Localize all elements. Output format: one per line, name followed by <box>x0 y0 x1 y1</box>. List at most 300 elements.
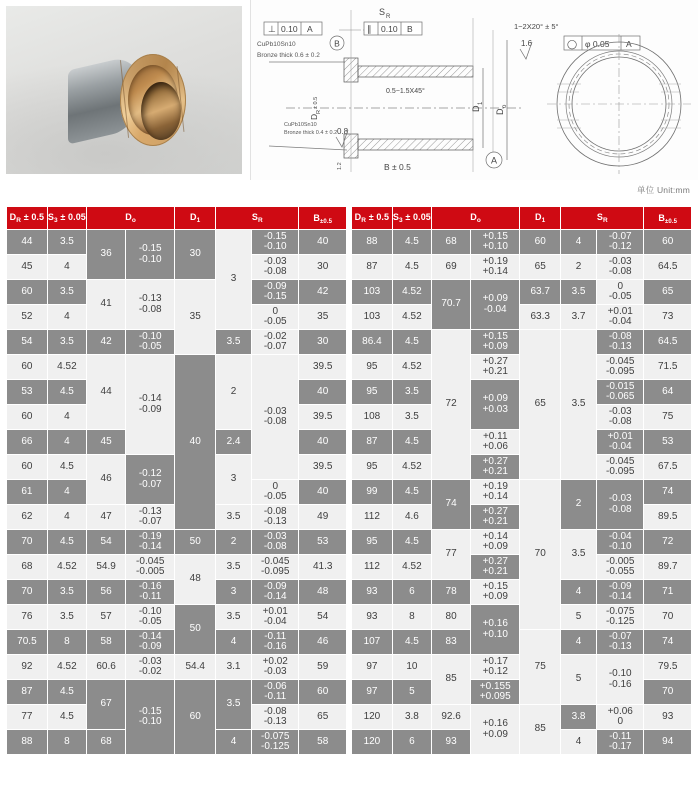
cell-s3: 8 <box>48 630 86 654</box>
cell-b: 40 <box>299 430 346 454</box>
product-photo-pane <box>0 0 250 180</box>
cell-sr: 4 <box>561 630 596 654</box>
cell-sr_tol: -0.09 -0.14 <box>252 580 298 604</box>
cell-s3: 3.5 <box>48 605 86 629</box>
spec-table-left <box>6 206 347 755</box>
cell-b: 94 <box>644 730 691 754</box>
cell-dr: 54 <box>7 330 47 354</box>
cell-dr: 62 <box>7 505 47 529</box>
cell-s3: 4 <box>48 505 86 529</box>
sr-dimension-label: S <box>379 7 386 17</box>
spec-tables <box>0 206 698 755</box>
cell-sr: 4 <box>561 730 596 754</box>
cell-dr: 87 <box>352 430 392 454</box>
table-row <box>7 605 346 629</box>
cell-do_tol: -0.14 -0.09 <box>126 355 174 454</box>
cell-do_tol: +0.27 +0.21 <box>471 505 519 529</box>
col-header-dr: $D_R \pm 0.5$ <box>352 207 392 229</box>
cell-s3: 4.52 <box>48 655 86 679</box>
col-header-sr: $S_R$ <box>216 207 298 229</box>
cell-b: 60 <box>644 230 691 254</box>
cell-b: 53 <box>644 430 691 454</box>
cell-dr: 103 <box>352 280 392 304</box>
cell-do_tol: +0.16 +0.09 <box>471 705 519 754</box>
cell-b: 30 <box>299 330 346 354</box>
cell-s3: 4.5 <box>393 330 431 354</box>
cell-do: 85 <box>432 655 470 704</box>
cell-sr: 3.8 <box>561 705 596 729</box>
cell-s3: 4.52 <box>393 305 431 329</box>
cell-s3: 4 <box>48 430 86 454</box>
cell-s3: 4.5 <box>48 680 86 704</box>
cell-sr_tol: -0.03 -0.08 <box>597 480 643 529</box>
cell-sr: 3.5 <box>216 605 251 629</box>
bronze-thickness-bottom: Bronze thick 0.4 ± 0.2 <box>284 130 338 136</box>
cell-s3: 4.5 <box>393 480 431 504</box>
col-header-do: $D_o$ <box>432 207 519 229</box>
table-row <box>352 630 691 654</box>
table-row <box>352 480 691 504</box>
cell-b: 58 <box>299 730 346 754</box>
cell-s3: 4.52 <box>48 555 86 579</box>
cell-do: 58 <box>87 630 125 654</box>
cell-s3: 4.5 <box>48 455 86 479</box>
cell-sr: 4 <box>216 630 251 654</box>
cell-b: 70 <box>644 605 691 629</box>
cell-sr_tol: -0.03 -0.08 <box>252 355 298 479</box>
cell-dr: 52 <box>7 305 47 329</box>
cell-d1: 63.3 <box>520 305 560 329</box>
cell-do: 68 <box>432 230 470 254</box>
cell-sr: 3.5 <box>216 555 251 579</box>
cell-d1: 30 <box>175 230 215 279</box>
cell-do_tol: +0.15 +0.09 <box>471 580 519 604</box>
cell-sr: 2 <box>216 355 251 429</box>
cell-s3: 4.52 <box>393 355 431 379</box>
cell-b: 41.3 <box>299 555 346 579</box>
col-header-b: $B_{\pm 0.5}$ <box>644 207 691 229</box>
cell-do_tol: -0.16 -0.11 <box>126 580 174 604</box>
cell-dr: 95 <box>352 455 392 479</box>
parallelism-symbol: ∥ <box>367 24 372 34</box>
cell-b: 40 <box>299 380 346 404</box>
product-photo <box>6 6 242 174</box>
surface-roughness-top <box>520 39 533 59</box>
table-row <box>352 280 691 304</box>
cell-b: 65 <box>299 705 346 729</box>
cell-sr: 3 <box>216 580 251 604</box>
inner-chamfer-note: 0.5−1.5X45° <box>386 88 425 95</box>
cell-dr: 108 <box>352 405 392 429</box>
cell-dr: 68 <box>7 555 47 579</box>
dr-dimension-label <box>309 97 322 120</box>
cell-sr_tol: -0.11 -0.17 <box>597 730 643 754</box>
cell-sr_tol: -0.15 -0.10 <box>252 230 298 254</box>
cell-sr: 3.5 <box>216 505 251 529</box>
svg-text:D: D <box>471 105 481 112</box>
cell-b: 30 <box>299 255 346 279</box>
perpendicularity-symbol: ⊥ <box>268 24 276 34</box>
cell-s3: 4.52 <box>393 280 431 304</box>
perpendicularity-datum: A <box>307 24 313 34</box>
cell-do: 70.7 <box>432 280 470 329</box>
circularity-datum: A <box>626 39 632 49</box>
cell-do_tol: -0.15 -0.10 <box>126 680 174 754</box>
cell-do_tol: -0.13 -0.07 <box>126 505 174 529</box>
cell-b: 42 <box>299 280 346 304</box>
cell-sr_tol: -0.045 -0.095 <box>597 455 643 479</box>
cell-dr: 66 <box>7 430 47 454</box>
technical-drawing-pane <box>250 0 698 180</box>
cell-dr: 87 <box>352 255 392 279</box>
cell-b: 49 <box>299 505 346 529</box>
cell-sr_tol: -0.08 -0.13 <box>252 505 298 529</box>
cell-s3: 8 <box>48 730 86 754</box>
cell-do_tol: +0.19 +0.14 <box>471 480 519 504</box>
svg-text:R: R <box>316 110 322 114</box>
svg-text:1.2: 1.2 <box>337 162 343 170</box>
table-row <box>352 330 691 354</box>
cell-dr: 61 <box>7 480 47 504</box>
cell-dr: 120 <box>352 705 392 729</box>
svg-text:D: D <box>309 113 319 120</box>
col-header-dr: $D_R \pm 0.5$ <box>7 207 47 229</box>
col-header-b: $B_{\pm 0.5}$ <box>299 207 346 229</box>
cell-do_tol: +0.16 +0.10 <box>471 605 519 654</box>
cell-dr: 87 <box>7 680 47 704</box>
cell-do: 93 <box>432 730 470 754</box>
cell-dr: 95 <box>352 355 392 379</box>
cell-sr: 3.5 <box>561 280 596 304</box>
cell-sr: 2 <box>561 480 596 529</box>
datum-a-label: A <box>490 155 498 166</box>
cell-b: 64.5 <box>644 330 691 354</box>
cell-s3: 4.52 <box>393 555 431 579</box>
cell-sr: 3 <box>216 455 251 504</box>
cell-s3: 4.5 <box>48 705 86 729</box>
cell-do_tol: +0.14 +0.09 <box>471 530 519 554</box>
cell-s3: 4 <box>48 255 86 279</box>
cell-do_tol: -0.03 -0.02 <box>126 655 174 679</box>
cell-sr_tol: +0.02 -0.03 <box>252 655 298 679</box>
material-note-bottom: CuPb10Sn10 <box>284 122 317 128</box>
col-header-d1: $D_1$ <box>520 207 560 229</box>
cell-do_tol: +0.17 +0.12 <box>471 655 519 679</box>
cell-sr_tol: -0.07 -0.13 <box>597 630 643 654</box>
parallelism-datum: B <box>407 24 413 34</box>
table-body-left <box>7 230 346 754</box>
parallelism-value: 0.10 <box>381 24 398 34</box>
end-view-drawing <box>547 34 691 174</box>
cell-d1: 48 <box>175 555 215 604</box>
cell-b: 75 <box>644 405 691 429</box>
cell-dr: 45 <box>7 255 47 279</box>
cell-dr: 53 <box>7 380 47 404</box>
cell-b: 59 <box>299 655 346 679</box>
cell-b: 64.5 <box>644 255 691 279</box>
table-row <box>7 355 346 379</box>
cell-do: 68 <box>87 730 125 754</box>
cell-sr: 2 <box>561 255 596 279</box>
cell-do: 56 <box>87 580 125 604</box>
cell-s3: 10 <box>393 655 431 679</box>
cell-dr: 95 <box>352 380 392 404</box>
cell-sr_tol: -0.11 -0.16 <box>252 630 298 654</box>
cell-sr_tol: -0.045 -0.095 <box>597 355 643 379</box>
svg-text:o: o <box>502 104 508 108</box>
cell-dr: 77 <box>7 705 47 729</box>
cell-do: 54.9 <box>87 555 125 579</box>
cell-b: 74 <box>644 480 691 504</box>
cell-b: 73 <box>644 305 691 329</box>
cell-do: 60.6 <box>87 655 125 679</box>
col-header-d1: $D_1$ <box>175 207 215 229</box>
cell-dr: 70.5 <box>7 630 47 654</box>
cell-do_tol: +0.155 +0.095 <box>471 680 519 704</box>
cell-sr_tol: -0.09 -0.15 <box>252 280 298 304</box>
cell-d1: 85 <box>520 705 560 754</box>
table-body-right <box>352 230 691 754</box>
bushing-bore <box>141 82 181 140</box>
cell-do_tol: -0.19 -0.14 <box>126 530 174 554</box>
col-header-sr: $S_R$ <box>561 207 643 229</box>
cell-d1: 65 <box>520 330 560 479</box>
flanged-bushing-image <box>68 48 186 152</box>
cell-s3: 6 <box>393 730 431 754</box>
cell-do: 92.6 <box>432 705 470 729</box>
cell-sr: 4 <box>216 730 251 754</box>
cell-sr_tol: +0.06 0 <box>597 705 643 729</box>
svg-text:D: D <box>495 108 505 115</box>
cell-d1: 65 <box>520 255 560 279</box>
cell-dr: 93 <box>352 605 392 629</box>
table-row <box>7 230 346 254</box>
cell-do: 67 <box>87 680 125 729</box>
svg-text:0.8: 0.8 <box>337 127 349 136</box>
table-row <box>7 680 346 704</box>
cell-d1: 63.7 <box>520 280 560 304</box>
cell-do: 41 <box>87 280 125 329</box>
cell-sr: 3.5 <box>561 330 596 479</box>
cell-sr_tol: -0.005 -0.055 <box>597 555 643 579</box>
cell-s3: 4 <box>48 480 86 504</box>
cell-sr_tol: +0.01 -0.04 <box>597 305 643 329</box>
cell-s3: 4.5 <box>393 630 431 654</box>
cell-b: 46 <box>299 630 346 654</box>
col-header-s3: $S_3 \pm 0.05$ <box>393 207 431 229</box>
cell-do: 44 <box>87 355 125 429</box>
cell-dr: 93 <box>352 580 392 604</box>
cell-do_tol: -0.14 -0.09 <box>126 630 174 654</box>
cell-dr: 86.4 <box>352 330 392 354</box>
cell-sr: 5 <box>561 605 596 629</box>
technical-drawing <box>251 0 698 180</box>
cell-do: 83 <box>432 630 470 654</box>
svg-text:± 0.5: ± 0.5 <box>313 96 319 109</box>
cell-b: 64 <box>644 380 691 404</box>
cell-do_tol: -0.12 -0.07 <box>126 455 174 504</box>
outer-chamfer-note: 1−2X20° ± 5° <box>514 22 559 31</box>
bronze-thickness-top: Bronze thick 0.6 ± 0.2 <box>257 52 320 59</box>
cell-do_tol: -0.15 -0.10 <box>126 230 174 279</box>
cell-sr_tol: -0.03 -0.08 <box>597 255 643 279</box>
cell-sr: 3.5 <box>216 330 251 354</box>
small-dimension-label <box>337 162 343 170</box>
cell-b: 93 <box>644 705 691 729</box>
col-header-do: $D_o$ <box>87 207 174 229</box>
table-row <box>7 530 346 554</box>
cell-dr: 97 <box>352 655 392 679</box>
perpendicularity-value: 0.10 <box>281 24 298 34</box>
cell-do_tol: +0.27 +0.21 <box>471 355 519 379</box>
cell-d1: 60 <box>175 680 215 754</box>
cell-b: 39.5 <box>299 405 346 429</box>
cell-dr: 107 <box>352 630 392 654</box>
cell-s3: 6 <box>393 580 431 604</box>
cell-b: 72 <box>644 530 691 554</box>
cell-sr_tol: 0 -0.05 <box>252 480 298 504</box>
cell-sr: 3.5 <box>216 680 251 729</box>
cell-b: 53 <box>299 530 346 554</box>
cell-b: 71 <box>644 580 691 604</box>
svg-text:1.6: 1.6 <box>521 39 533 48</box>
cell-dr: 88 <box>352 230 392 254</box>
cell-b: 70 <box>644 680 691 704</box>
cell-do: 72 <box>432 330 470 479</box>
cell-do: 54 <box>87 530 125 554</box>
table-row <box>352 230 691 254</box>
cell-sr_tol: 0 -0.05 <box>597 280 643 304</box>
cell-d1: 35 <box>175 280 215 354</box>
cell-d1: 40 <box>175 355 215 529</box>
cell-do: 36 <box>87 230 125 279</box>
cell-s3: 4.5 <box>48 380 86 404</box>
cell-do: 47 <box>87 505 125 529</box>
b-dimension-label: B ± 0.5 <box>384 162 411 172</box>
cell-dr: 70 <box>7 580 47 604</box>
cell-b: 40 <box>299 480 346 504</box>
cell-b: 89.5 <box>644 505 691 529</box>
cell-b: 39.5 <box>299 455 346 479</box>
cell-s3: 3.5 <box>48 580 86 604</box>
cell-dr: 97 <box>352 680 392 704</box>
cell-b: 71.5 <box>644 355 691 379</box>
cell-sr_tol: -0.03 -0.08 <box>252 530 298 554</box>
cell-s3: 4.52 <box>48 355 86 379</box>
cell-d1: 54.4 <box>175 655 215 679</box>
cell-sr: 3.5 <box>561 530 596 579</box>
cell-dr: 60 <box>7 405 47 429</box>
table-row <box>352 305 691 329</box>
table-header-row <box>352 207 691 229</box>
cell-sr_tol: -0.09 -0.14 <box>597 580 643 604</box>
cell-s3: 4.5 <box>393 230 431 254</box>
cell-s3: 3.5 <box>48 230 86 254</box>
cell-dr: 92 <box>7 655 47 679</box>
cell-do_tol: +0.19 +0.14 <box>471 255 519 279</box>
cell-b: 48 <box>299 580 346 604</box>
cell-b: 65 <box>644 280 691 304</box>
cell-sr_tol: -0.015 -0.065 <box>597 380 643 404</box>
cell-b: 89.7 <box>644 555 691 579</box>
cell-do_tol: -0.13 -0.08 <box>126 280 174 329</box>
cell-sr: 4 <box>561 230 596 254</box>
cell-s3: 5 <box>393 680 431 704</box>
cell-do_tol: -0.10 -0.05 <box>126 605 174 629</box>
table-row <box>352 255 691 279</box>
cell-s3: 4 <box>48 405 86 429</box>
cell-sr_tol: -0.08 -0.13 <box>252 705 298 729</box>
cell-b: 79.5 <box>644 655 691 679</box>
cell-dr: 60 <box>7 355 47 379</box>
cell-sr_tol: +0.01 -0.04 <box>597 430 643 454</box>
cell-s3: 4.5 <box>393 255 431 279</box>
cell-sr: 2.4 <box>216 430 251 454</box>
spec-table-right <box>351 206 692 755</box>
cell-sr_tol: -0.075 -0.125 <box>597 605 643 629</box>
cell-b: 74 <box>644 630 691 654</box>
material-note-top: CuPb10Sn10 <box>257 41 296 48</box>
cell-d1: 75 <box>520 630 560 704</box>
cell-sr_tol: -0.075 -0.125 <box>252 730 298 754</box>
cell-d1: 70 <box>520 480 560 629</box>
circularity-symbol: ◯ <box>567 39 578 49</box>
cell-sr_tol: -0.03 -0.08 <box>597 405 643 429</box>
cell-sr_tol: -0.02 -0.07 <box>252 330 298 354</box>
cell-s3: 3.5 <box>48 280 86 304</box>
table-row <box>352 705 691 729</box>
cell-s3: 4.5 <box>48 530 86 554</box>
cell-do: 74 <box>432 480 470 529</box>
cell-dr: 112 <box>352 555 392 579</box>
cell-sr: 5 <box>561 655 596 704</box>
cell-sr: 2 <box>216 530 251 554</box>
cell-dr: 103 <box>352 305 392 329</box>
table-row <box>7 655 346 679</box>
table-row <box>7 280 346 304</box>
cell-b: 39.5 <box>299 355 346 379</box>
cell-b: 54 <box>299 605 346 629</box>
cell-do_tol: +0.27 +0.21 <box>471 555 519 579</box>
spec-table-right-wrap <box>351 206 692 755</box>
cell-do_tol: -0.045 -0.005 <box>126 555 174 579</box>
cell-do: 45 <box>87 430 125 454</box>
cell-dr: 60 <box>7 280 47 304</box>
cell-do_tol: +0.09 +0.03 <box>471 380 519 429</box>
cell-sr: 3 <box>216 230 251 329</box>
cell-do_tol: +0.11 +0.06 <box>471 430 519 454</box>
cell-d1: 60 <box>520 230 560 254</box>
cell-do: 69 <box>432 255 470 279</box>
cell-s3: 3.5 <box>48 330 86 354</box>
cell-dr: 95 <box>352 530 392 554</box>
cell-s3: 3.5 <box>393 405 431 429</box>
datum-b-label: B <box>334 38 340 49</box>
cell-do: 78 <box>432 580 470 604</box>
cell-s3: 4.52 <box>393 455 431 479</box>
cell-do: 77 <box>432 530 470 579</box>
spec-table-left-wrap <box>6 206 347 755</box>
cell-sr: 3.7 <box>561 305 596 329</box>
cell-do: 46 <box>87 455 125 504</box>
cell-s3: 4.5 <box>393 430 431 454</box>
cell-s3: 3.8 <box>393 705 431 729</box>
cell-b: 60 <box>299 680 346 704</box>
cell-s3: 4.6 <box>393 505 431 529</box>
cell-dr: 88 <box>7 730 47 754</box>
cell-sr_tol: -0.08 -0.13 <box>597 330 643 354</box>
cell-dr: 70 <box>7 530 47 554</box>
